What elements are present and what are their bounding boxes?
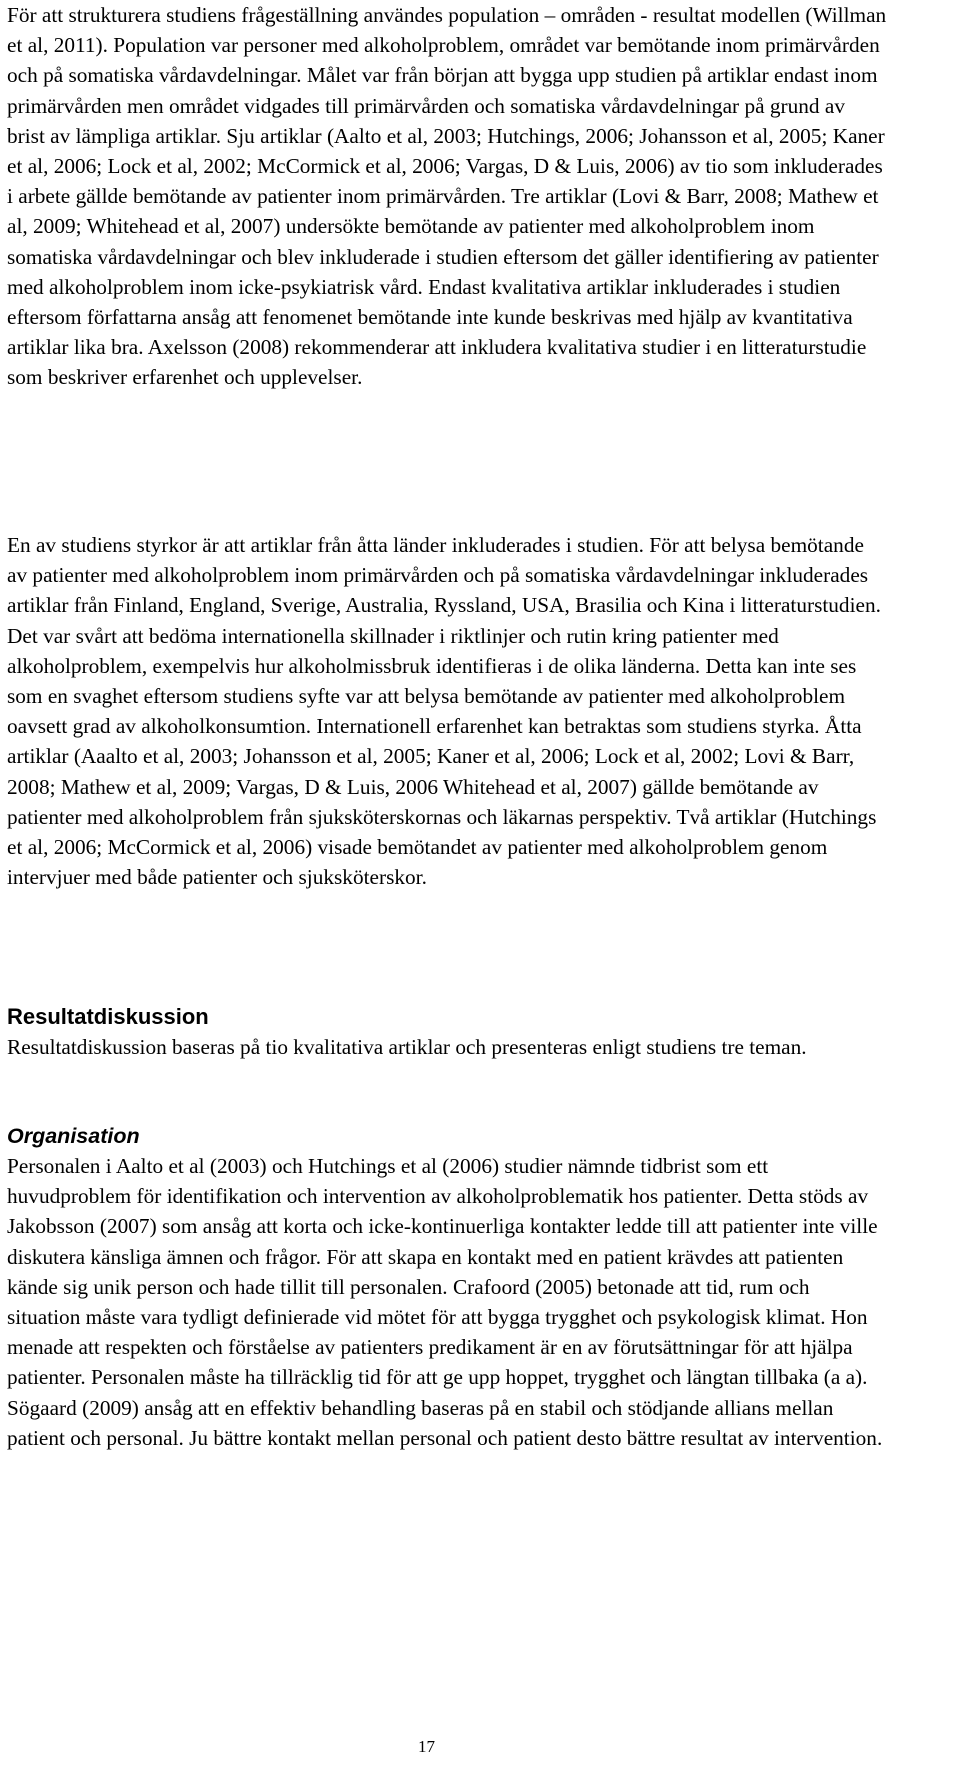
- paragraph-resultatdiskussion-intro: Resultatdiskussion baseras på tio kvalitativa artiklar och presenteras enligt studiens tre teman.: [7, 1035, 807, 1059]
- section-heading-resultatdiskussion: Resultatdiskussion: [7, 1004, 209, 1029]
- subsection-heading-organisation: Organisation: [7, 1124, 140, 1148]
- paragraph-method-population: För att strukturera studiens frågeställning användes population – områden - resultat modellen (Willman et al, 2011). Population var personer med alkoholproblem, området var bemötande inom primärvården och på somatiska vårdavdelningar. Målet var från början att bygga upp studien på artiklar endast inom primärvården men området vidgades till primärvården och somatiska vårdavdelningar på grund av brist av lämpliga artiklar. Sju artiklar (Aalto et al, 2003; Hutchings, 2006; Johansson et al, 2005; Kaner et al, 2006; Lock et al, 2002; McCormick et al, 2006; Vargas, D & Luis, 2006) av tio som inkluderades i arbete gällde bemötande av patienter inom primärvården. Tre artiklar (Lovi & Barr, 2008; Mathew et al, 2009; Whitehead et al, 2007) undersökte bemötande av patienter med alkoholproblem inom somatiska vårdavdelningar och blev inkluderade i studien eftersom det gäller identifiering av patienter med alkoholproblem inom icke-psykiatrisk vård. Endast kvalitativa artiklar inkluderades i studien eftersom författarna ansåg att fenomenet bemötande inte kunde beskrivas med hjälp av kvantitativa artiklar lika bra. Axelsson (2008) rekommenderar att inkludera kvalitativa studier i en litteraturstudie som beskriver erfarenhet och upplevelser.: [7, 3, 887, 390]
- paragraph-organisation: Personalen i Aalto et al (2003) och Hutchings et al (2006) studier nämnde tidbrist som ett huvudproblem för identifikation och intervention av alkoholproblematik hos patienter. Detta stöds av Jakobsson (2007) som ansåg att korta och icke-kontinuerliga kontakter ledde till att patienter inte ville diskutera känsliga ämnen och frågor. För att skapa en kontakt med en patient krävdes att patienten kände sig unik person och hade tillit till personalen. Crafoord (2005) betonade att tid, rum och situation måste vara tydligt definierade vid mötet för att bygga trygghet och psykologisk klimat. Hon menade att respekten och förståelse av patienters predikament är en av förutsättningar för att hjälpa patienter. Personalen måste ha tillräcklig tid för att ge upp hoppet, trygghet och längtan tillbaka (a a). Sögaard (2009) ansåg att en effektiv behandling baseras på en stabil och stödjande allians mellan patient och personal. Ju bättre kontakt mellan personal och patient desto bättre resultat av intervention.: [7, 1154, 883, 1450]
- page-number: 17: [418, 1737, 435, 1756]
- paragraph-study-strengths: En av studiens styrkor är att artiklar från åtta länder inkluderades i studien. För att belysa bemötande av patienter med alkoholproblem inom primärvården och på somatiska vårdavdelningar inkluderades artiklar från Finland, England, Sverige, Australia, Ryssland, USA, Brasilia och Kina i litteraturstudien. Det var svårt att bedöma internationella skillnader i riktlinjer och rutin kring patienter med alkoholproblem, exempelvis hur alkoholmissbruk identifieras i de olika länderna. Detta kan inte ses som en svaghet eftersom studiens syfte var att belysa bemötande av patienter med alkoholproblem oavsett grad av alkoholkonsumtion. Internationell erfarenhet kan betraktas som studiens styrka. Åtta artiklar (Aaalto et al, 2003; Johansson et al, 2005; Kaner et al, 2006; Lock et al, 2002; Lovi & Barr, 2008; Mathew et al, 2009; Vargas, D & Luis, 2006 Whitehead et al, 2007) gällde bemötande av patienter med alkoholproblem från sjuksköterskornas och läkarnas perspektiv. Två artiklar (Hutchings et al, 2006; McCormick et al, 2006) visade bemötandet av patienter med alkoholproblem genom intervjuer med både patienter och sjuksköterskor.: [7, 533, 881, 890]
